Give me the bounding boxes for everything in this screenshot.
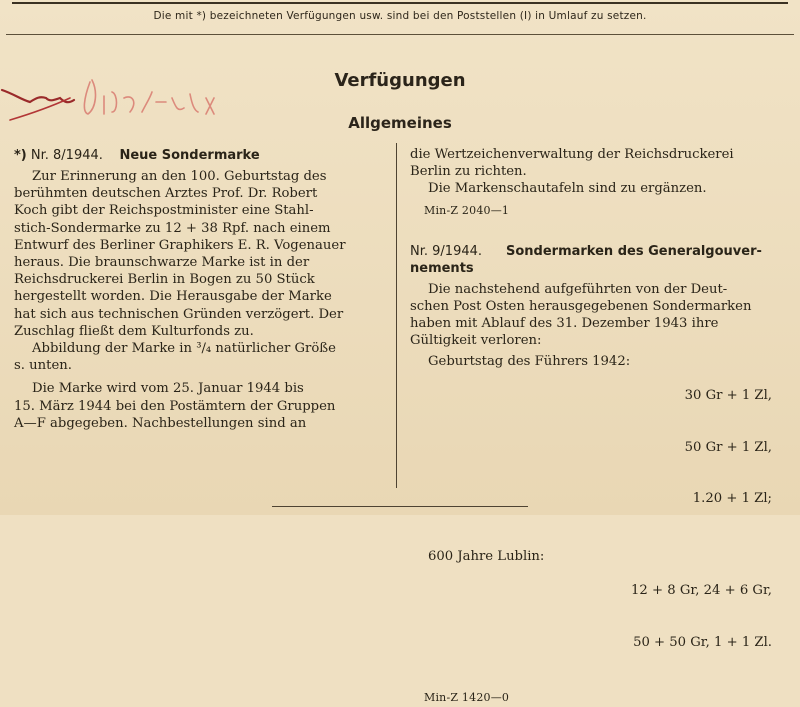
text-line: Entwurf des Berliner Graphikers E. R. Vogenauer [14, 237, 346, 253]
stamp-issue [410, 353, 782, 542]
circulation-notice: Die mit *) bezeichneten Verfügungen usw. sind bei den Poststellen (I) in Umlauf zu setzen. [153, 10, 647, 22]
article-8-title: Neue Sondermarke [119, 148, 260, 163]
text-line: heraus. Die braunschwarze Marke ist in der [14, 255, 310, 271]
text-line: haben mit Ablauf des 31. Dezember 1943 ihre [410, 316, 719, 332]
bottom-rule [272, 506, 528, 507]
left-column [14, 147, 386, 432]
article-9-body [410, 281, 782, 350]
issue-values [631, 548, 782, 686]
text-line: Koch gibt der Reichspostminister eine Stahl- [14, 203, 314, 219]
notice-divider [6, 34, 794, 35]
text-line: Die nachstehend aufgeführten von der Deut- [428, 281, 728, 297]
article-8-paragraph-3 [14, 380, 386, 432]
text-line: Zur Erinnerung an den 100. Geburtstag des [32, 169, 327, 184]
exhibit-note: Die Markenschautafeln sind zu ergänzen. [428, 181, 707, 197]
article-8-number: Nr. 8/1944. [30, 148, 103, 163]
text-line: Reichsdruckerei Berlin in Bogen zu 50 Stück [14, 272, 315, 288]
top-rule [12, 2, 788, 4]
text-line: Die Marke wird vom 25. Januar 1944 bis [32, 381, 304, 397]
article-9-heading [410, 243, 782, 260]
text-line: schen Post Osten herausgegebenen Sondermarken [410, 299, 752, 315]
column-divider [396, 143, 397, 488]
text-line: hergestellt worden. Die Herausgabe der Marke [14, 289, 332, 305]
section-subtitle: Allgemeines [348, 114, 452, 132]
stamp-issue [410, 548, 782, 686]
text-line: berühmten deutschen Arztes Prof. Dr. Robert [14, 186, 318, 202]
circulation-marker: *) [14, 148, 27, 163]
right-column [410, 146, 782, 707]
issue-value: 50 + 50 Gr, 1 + 1 Zl. [633, 634, 772, 650]
text-line: 15. März 1944 bei den Postämtern der Gruppen [14, 398, 336, 414]
text-line: Gültigkeit verloren: [410, 333, 542, 349]
text-line: die Wertzeichenverwaltung der Reichsdruckerei [410, 147, 734, 162]
issue-name: 600 Jahre Lublin: [428, 548, 545, 564]
text-line: s. unten. [14, 358, 72, 374]
text-line: hat sich aus technischen Gründen verzögert. Der [14, 306, 344, 322]
stamp-issue-list [410, 353, 782, 686]
text-line: stich-Sondermarke zu 12 + 38 Rpf. nach einem [14, 220, 331, 236]
article-9-title [506, 243, 762, 260]
article-8-continuation [410, 146, 782, 198]
article-9-title-cont: nements [410, 260, 474, 276]
article-9-number: Nr. 9/1944. [410, 243, 483, 259]
title-line: Sondermarken des Generalgouver- [506, 243, 762, 259]
section-title: Verfügungen [334, 70, 466, 91]
text-line: A—F abgegeben. Nachbestellungen sind an [14, 415, 307, 431]
issue-value: 12 + 8 Gr, 24 + 6 Gr, [631, 583, 772, 599]
article-8-reference: Min-Z 2040—1 [424, 203, 510, 217]
issue-value: 30 Gr + 1 Zl, [684, 388, 772, 404]
article-8-paragraph-1 [14, 168, 386, 340]
text-line: Abbildung der Marke in ³/₄ natürlicher Größe [32, 341, 336, 357]
text-line: Zuschlag fließt dem Kulturfonds zu. [14, 323, 254, 339]
text-line: Berlin zu richten. [410, 164, 527, 180]
issue-name: Geburtstag des Führers 1942: [428, 353, 631, 369]
svg-text:Verw. Olsch. 8/2: Verw. Olsch. 8/2 [100, 132, 109, 133]
issue-value: 50 Gr + 1 Zl, [684, 439, 772, 455]
issue-values [664, 353, 782, 542]
article-8-heading [14, 147, 386, 164]
article-8-paragraph-2 [14, 340, 386, 374]
issue-value: 1.20 + 1 Zl; [692, 491, 772, 507]
article-9-reference: Min-Z 1420—0 [424, 691, 510, 705]
